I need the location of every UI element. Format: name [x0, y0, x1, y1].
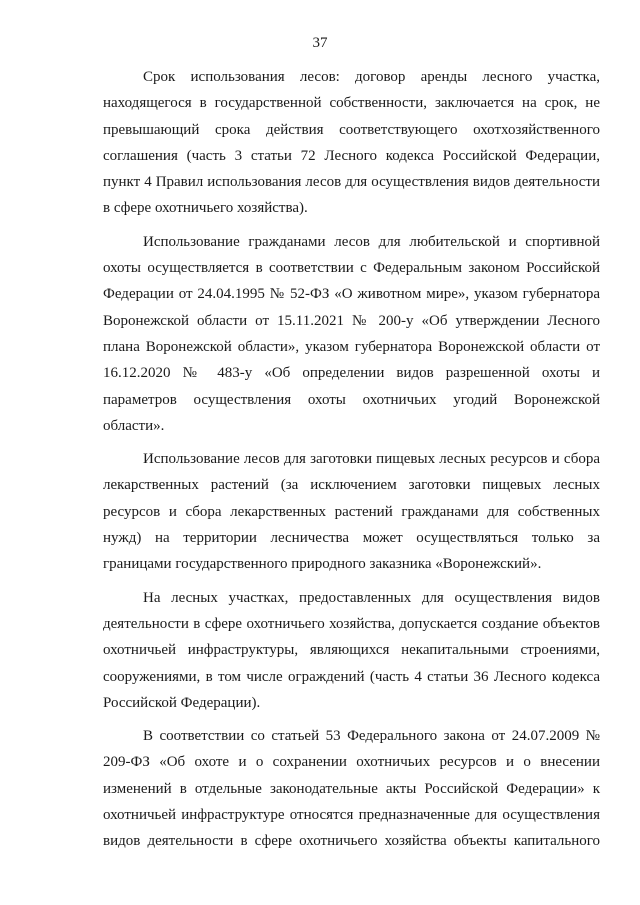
- page-number: 37: [312, 35, 328, 51]
- paragraph-lease-term: Срок использования лесов: договор аренды лесного участка, находящегося в государственной собственности, заключается на срок, не превышающий срока действия соответствующего охотхозяйственного соглашения (часть 3 статьи 72 Лесного кодекса Российской Федерации, пункт 4 Правил использования лесов для осуществления видов деятельности в сфере охотничьего хозяйства).: [103, 69, 600, 217]
- document-body: [103, 64, 600, 862]
- paragraph-food-resources: Использование лесов для заготовки пищевых лесных ресурсов и сбора лекарственных растений (за исключением заготовки пищевых лесных ресурсов и сбора лекарственных растений гражданами для собственных нужд) на территории лесничества может осуществляться только за границами государственного природного заказника «Воронежский».: [103, 451, 600, 573]
- paragraph-amateur-hunting: Использование гражданами лесов для любительской и спортивной охоты осуществляется в соответствии с Федеральным законом Российской Федерации от 24.04.1995 № 52-ФЗ «О животном мире», указом губернатора Воронежской области от 15.11.2021 № 200-у «Об утверждении Лесного плана Воронежской области», указом губернатора Воронежской области от 16.12.2020 № 483-у «Об определении видов разрешенной охоты и параметров осуществления охоты охотничьих угодий Воронежской области».: [103, 233, 600, 434]
- paragraph-hunting-infrastructure: На лесных участках, предоставленных для осуществления видов деятельности в сфере охотничьего хозяйства, допускается создание объектов охотничьей инфраструктуры, являющихся некапитальными строениями, сооружениями, в том числе ограждений (часть 4 статьи 36 Лесного кодекса Российской Федерации).: [103, 589, 600, 711]
- paragraph-federal-law-article-53: В соответствии со статьей 53 Федерального закона от 24.07.2009 № 209-ФЗ «Об охоте и о сохранении охотничьих ресурсов и о внесении изменений в отдельные законодательные акты Российской Федерации» к охотничьей инфраструктуре относятся предназначенные для осуществления видов деятельности в сфере охотничьего хозяйства объекты капитального: [103, 728, 600, 850]
